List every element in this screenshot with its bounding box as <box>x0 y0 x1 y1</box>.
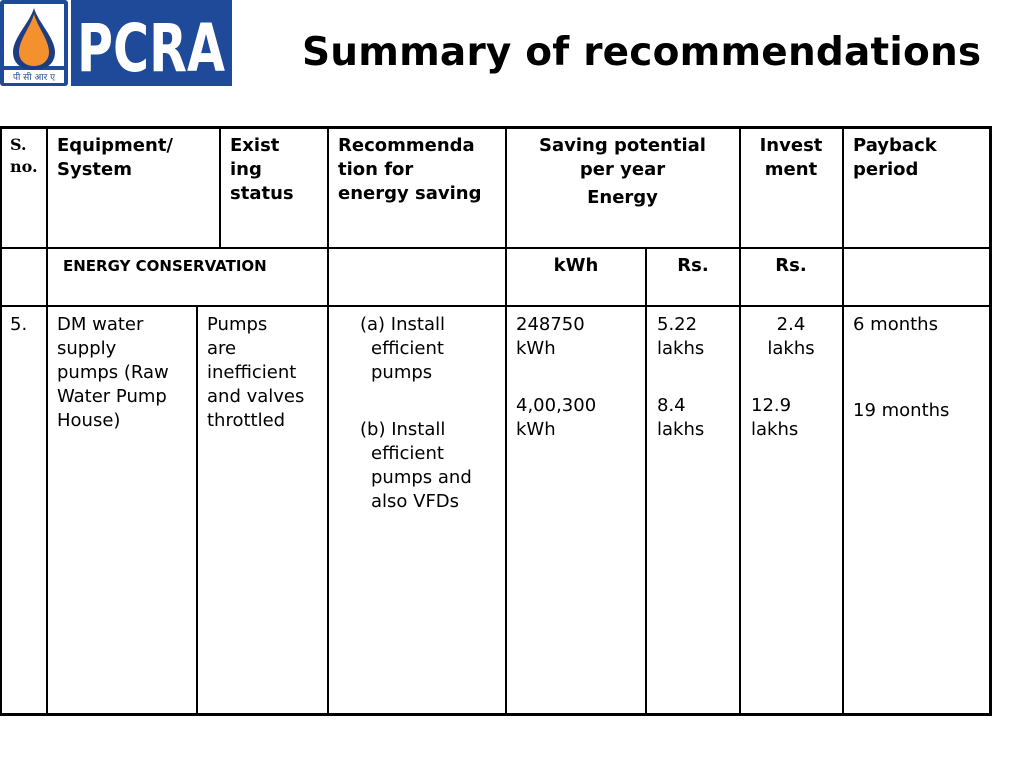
row-investment-b: 12.9 lakhs <box>751 395 799 440</box>
row-equipment: DM water supply pumps (Raw Water Pump House) <box>57 314 169 431</box>
row-investment-a: 2.4 lakhs <box>767 314 815 359</box>
row-kwh-a: 248750 kWh <box>516 314 585 359</box>
header-existing-status: Exist ing status <box>230 135 294 204</box>
logo-subtext: पी सी आर ए <box>12 73 56 83</box>
page-title: Summary of recommendations <box>302 30 982 75</box>
row-kwh-b: 4,00,300 kWh <box>516 395 597 440</box>
header-saving-potential: Saving potential per year Energy <box>506 134 739 210</box>
header-payback: Payback period <box>853 135 937 180</box>
energy-conservation-label: ENERGY CONSERVATION <box>63 257 267 275</box>
row-existing-status: Pumps are inefficient and valves throttled <box>207 314 305 431</box>
unit-rs-saving: Rs. <box>677 255 709 276</box>
row-rs-b: 8.4 lakhs <box>657 395 705 440</box>
row-sno: 5. <box>10 314 28 335</box>
logo-text: PCRA <box>77 10 225 87</box>
row-recommendation-b: (b) Install efficient pumps and also VFDs <box>360 419 472 512</box>
row-recommendation-a: (a) Install efficient pumps <box>360 314 445 383</box>
header-sno: S. no. <box>10 135 38 176</box>
header-recommendation: Recommenda tion for energy saving <box>338 135 482 204</box>
header-equipment: Equipment/ System <box>57 135 174 180</box>
row-payback-b: 19 months <box>853 400 950 421</box>
row-rs-a: 5.22 lakhs <box>657 314 705 359</box>
header-energy: Energy <box>587 187 658 208</box>
unit-rs-investment: Rs. <box>775 255 807 276</box>
unit-kwh: kWh <box>553 255 599 276</box>
row-payback-a: 6 months <box>853 314 938 335</box>
header-investment: Invest ment <box>759 135 823 180</box>
pcra-logo <box>0 0 232 86</box>
